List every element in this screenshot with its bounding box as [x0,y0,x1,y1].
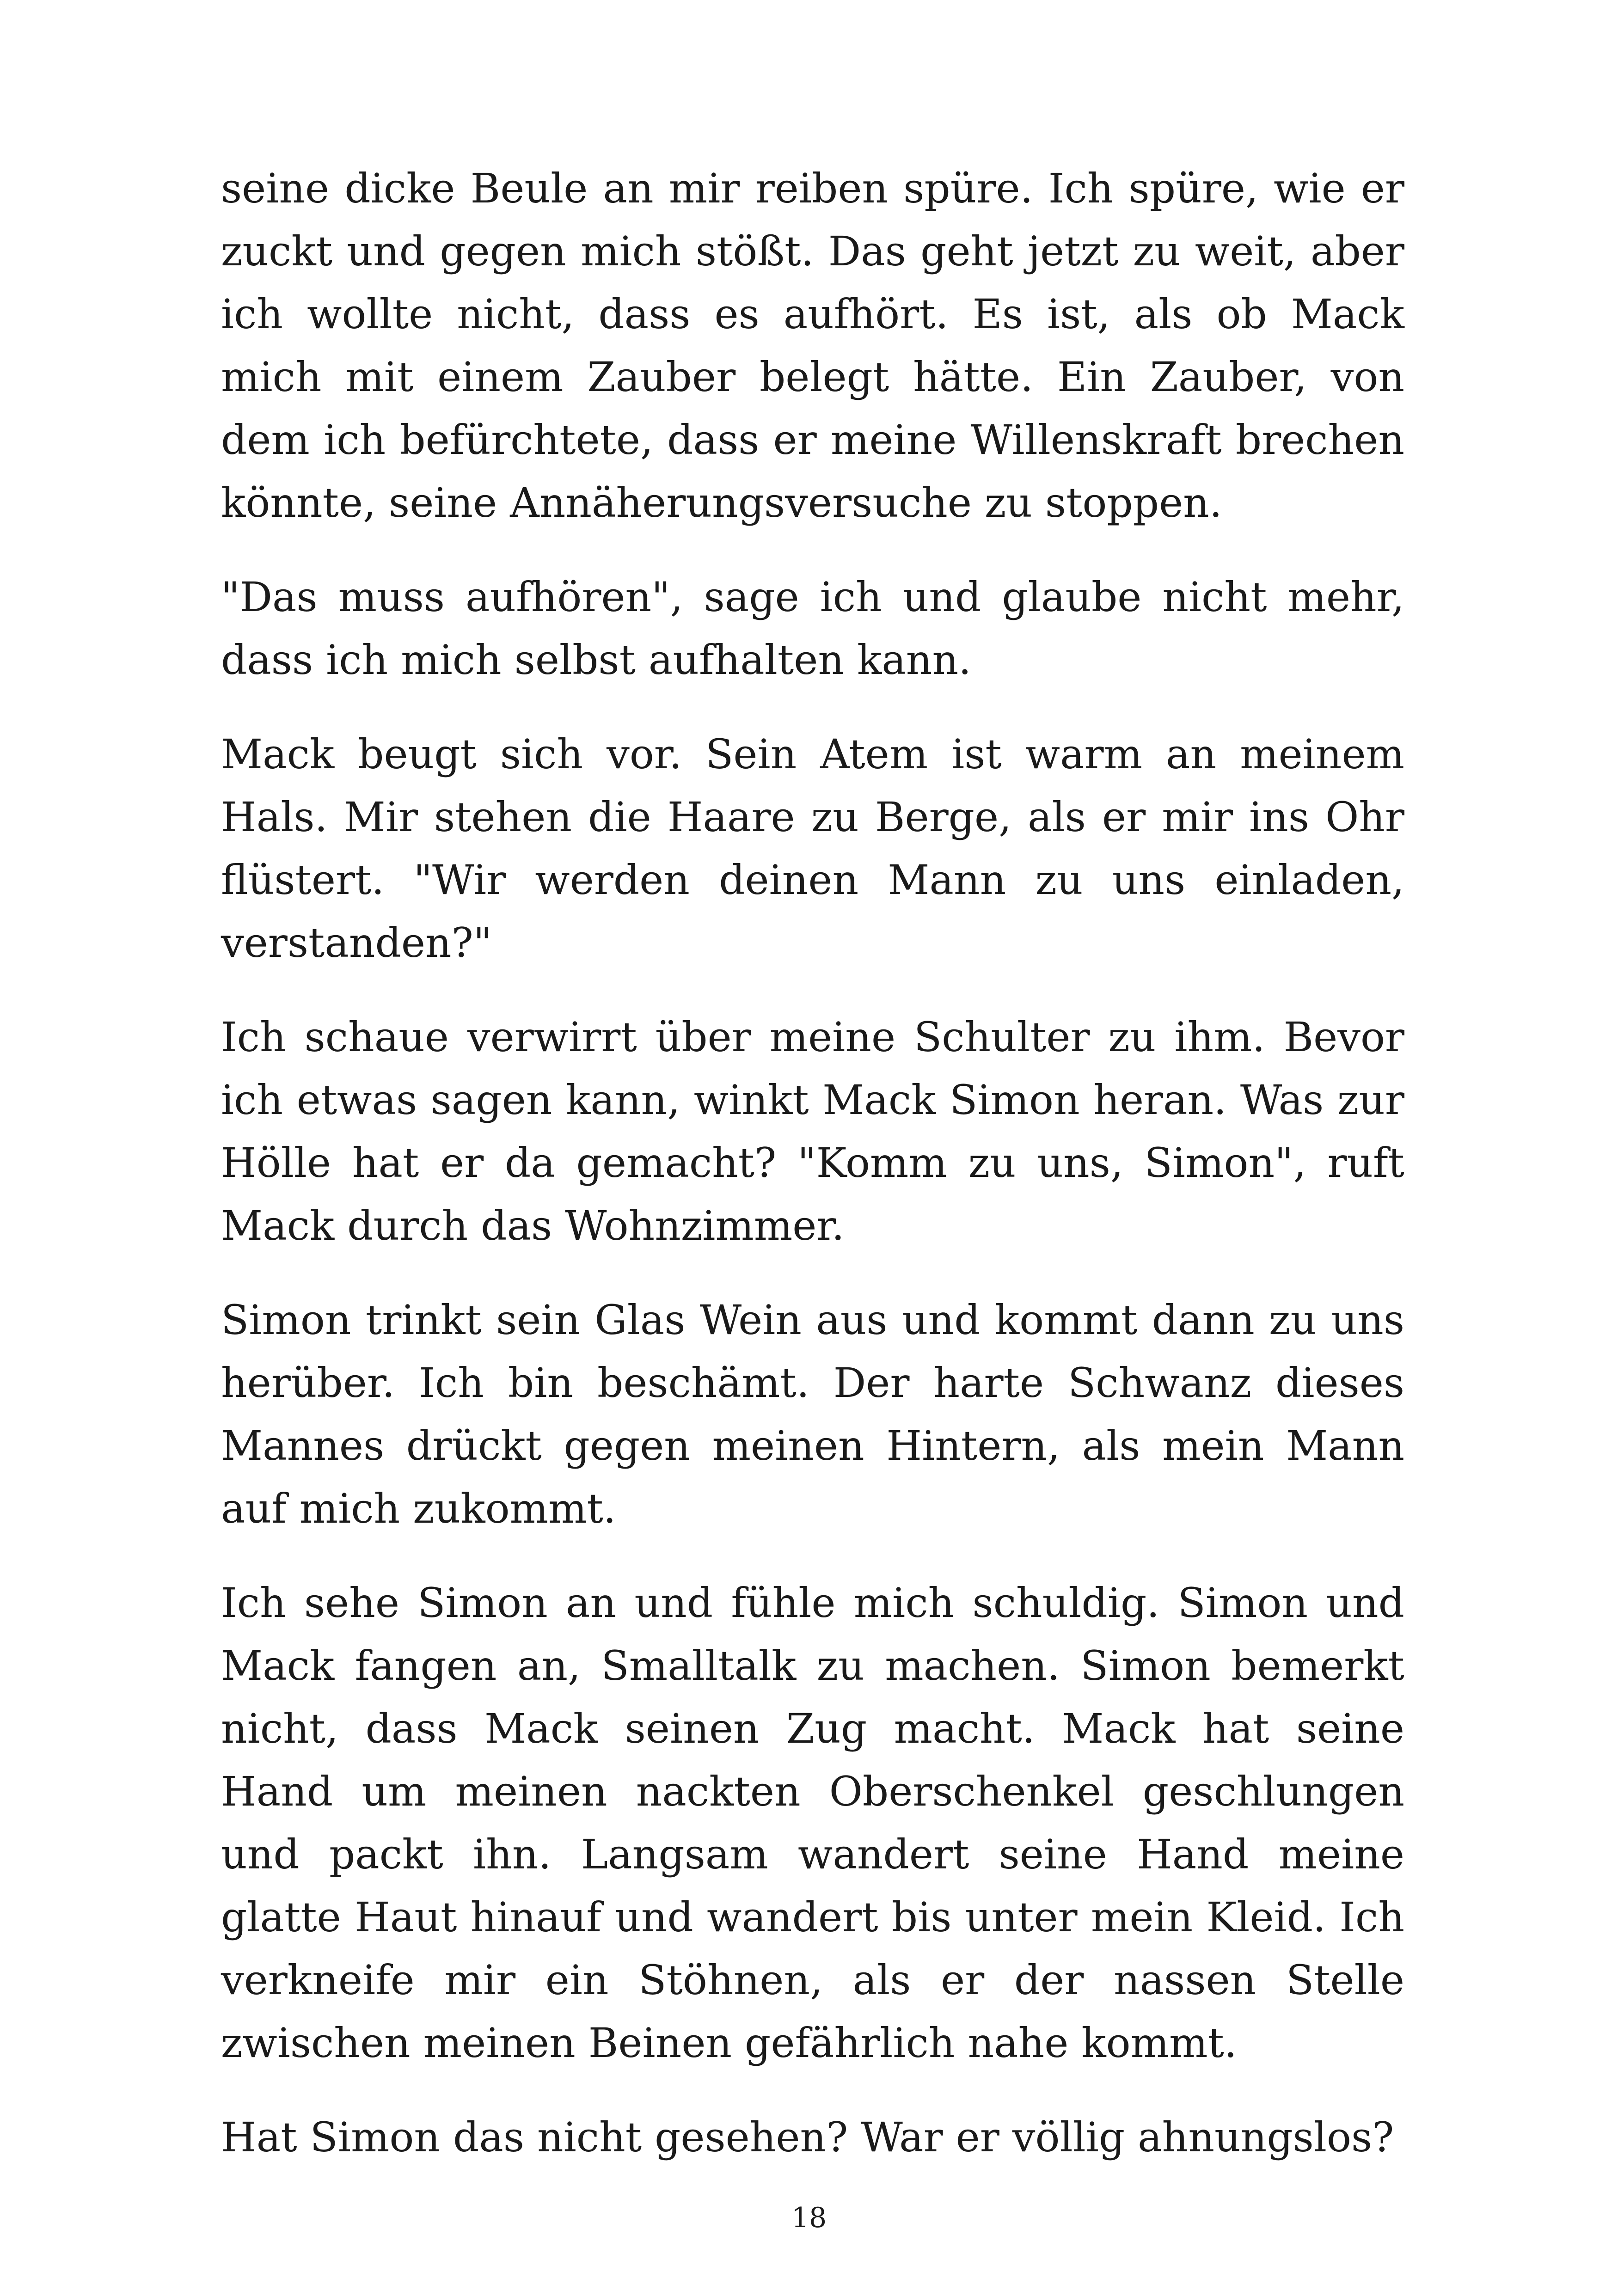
page-number: 18 [791,2202,827,2234]
paragraph-4: Ich schaue verwirrt über meine Schulter zu ihm. Bevor ich etwas sagen kann, winkt Mack Simon heran. Was zur Hölle hat er da gemacht? "Komm zu uns, Simon", ruft Mack durch das Wohnzimmer. [221,1013,1404,1249]
paragraph-5: Simon trinkt sein Glas Wein aus und kommt dann zu uns herüber. Ich bin beschämt. Der harte Schwanz dieses Mannes drückt gegen meinen Hintern, als mein Mann auf mich zukommt. [221,1296,1404,1532]
paragraph-3: Mack beugt sich vor. Sein Atem ist warm an meinem Hals. Mir stehen die Haare zu Berge, als er mir ins Ohr flüstert. "Wir werden deinen Mann zu uns einladen, verstanden?" [221,730,1404,967]
paragraph-1: seine dicke Beule an mir reiben spüre. Ich spüre, wie er zuckt und gegen mich stößt. Das geht jetzt zu weit, aber ich wollte nicht, dass es aufhört. Es ist, als ob Mack mich mit einem Zauber belegt hätte. Ein Zauber, von dem ich befürchtete, dass er meine Willenskraft brechen könnte, seine Annäherungsversuche zu stoppen. [221,165,1404,527]
paragraph-7: Hat Simon das nicht gesehen? War er völlig ahnungslos? [221,2113,1394,2161]
paragraph-6: Ich sehe Simon an und fühle mich schuldig. Simon und Mack fangen an, Smalltalk zu machen. Simon bemerkt nicht, dass Mack seinen Zug macht. Mack hat seine Hand um meinen nackten Oberschenkel geschlungen und packt ihn. Langsam wandert seine Hand meine glatte Haut hinauf und wandert bis unter mein Kleid. Ich verkneife mir ein Stöhnen, als er der nassen Stelle zwischen meinen Beinen gefährlich nahe kommt. [221,1579,1404,2067]
body-text [221,157,1404,2169]
paragraph-2: "Das muss aufhören", sage ich und glaube nicht mehr, dass ich mich selbst aufhalten kann. [221,573,1404,684]
